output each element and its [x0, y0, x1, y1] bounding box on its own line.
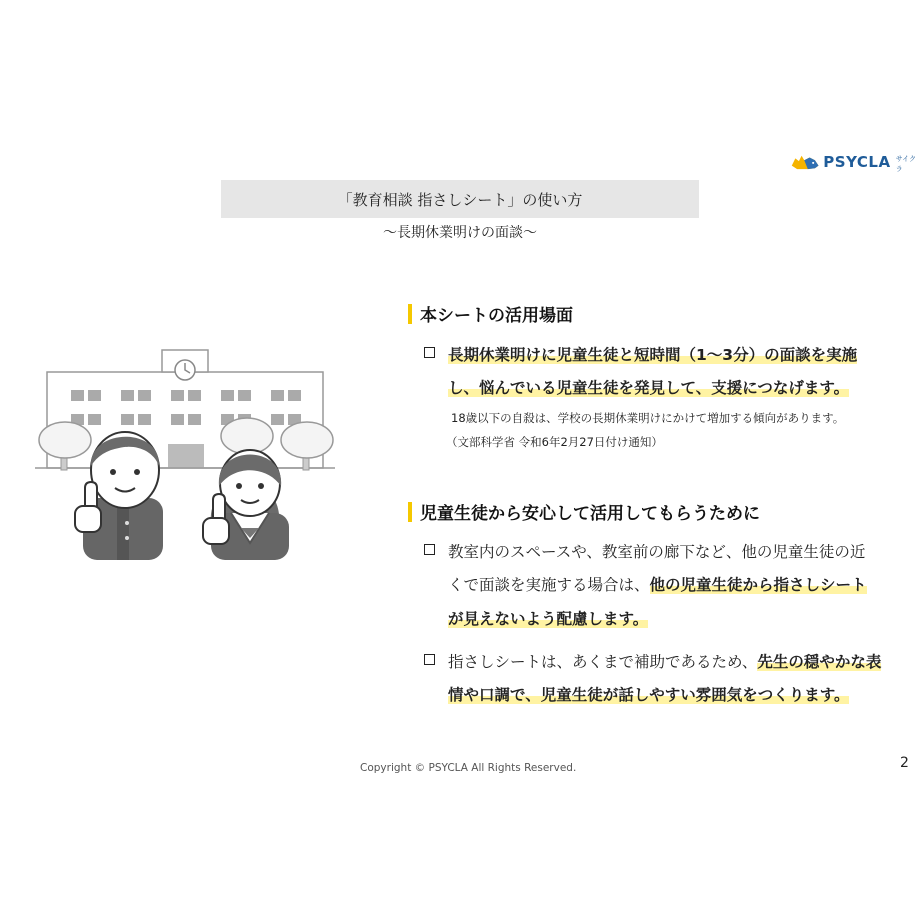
checkbox-icon	[424, 544, 435, 555]
page-title: 「教育相談 指さしシート」の使い方	[337, 190, 583, 209]
text-line	[448, 574, 867, 596]
psycla-logo	[790, 150, 920, 174]
section-heading-safe-use	[408, 499, 760, 524]
section-heading-text: 児童生徒から安心して活用してもらうために	[420, 504, 760, 524]
text-line: 教室内のスペースや、教室前の廊下など、他の児童生徒の近	[448, 543, 866, 561]
page-title-box	[221, 180, 699, 218]
checkbox-icon	[424, 347, 435, 358]
logo-subtext: サイクラ	[895, 155, 916, 173]
highlighted-text: 情や口調で、児童生徒が話しやすい雰囲気をつくります。	[448, 686, 850, 704]
plain-text: 指さしシートは、あくまで補助であるため、	[448, 653, 758, 671]
rhino-logo-icon	[790, 152, 820, 172]
checkbox-icon	[424, 654, 435, 665]
logo-text: PSYCLA	[823, 153, 891, 171]
heading-accent-bar	[408, 502, 412, 522]
note-statistic: 18歳以下の自殺は、学校の長期休業明けにかけて増加する傾向があります。	[451, 411, 845, 425]
plain-text: くで面談を実施する場合は、	[448, 576, 650, 594]
text-line	[448, 377, 849, 399]
note-source: （文部科学省 令和6年2月27日付け通知）	[446, 435, 663, 449]
section-heading-text: 本シートの活用場面	[420, 306, 573, 326]
highlighted-text: が見えないよう配慮します。	[448, 610, 649, 628]
text-line	[448, 344, 857, 366]
section-heading-usage-scene	[408, 301, 573, 326]
page-number: 2	[900, 755, 909, 771]
highlighted-text: 長期休業明けに児童生徒と短時間（1～3分）の面談を実施	[448, 346, 858, 364]
highlighted-text: 先生の穏やかな表	[757, 653, 882, 671]
school-illustration	[35, 348, 345, 567]
school-students-illustration	[35, 348, 345, 563]
text-line	[448, 651, 881, 673]
page-subtitle: ～長期休業明けの面談～	[383, 225, 537, 241]
copyright-notice: Copyright © PSYCLA All Rights Reserved.	[360, 762, 577, 774]
text-line	[448, 684, 849, 706]
heading-accent-bar	[408, 304, 412, 324]
highlighted-text: 他の児童生徒から指さしシート	[649, 576, 867, 594]
highlighted-text: し、悩んでいる児童生徒を発見して、支援につなげます。	[448, 379, 850, 397]
text-line	[448, 608, 648, 630]
